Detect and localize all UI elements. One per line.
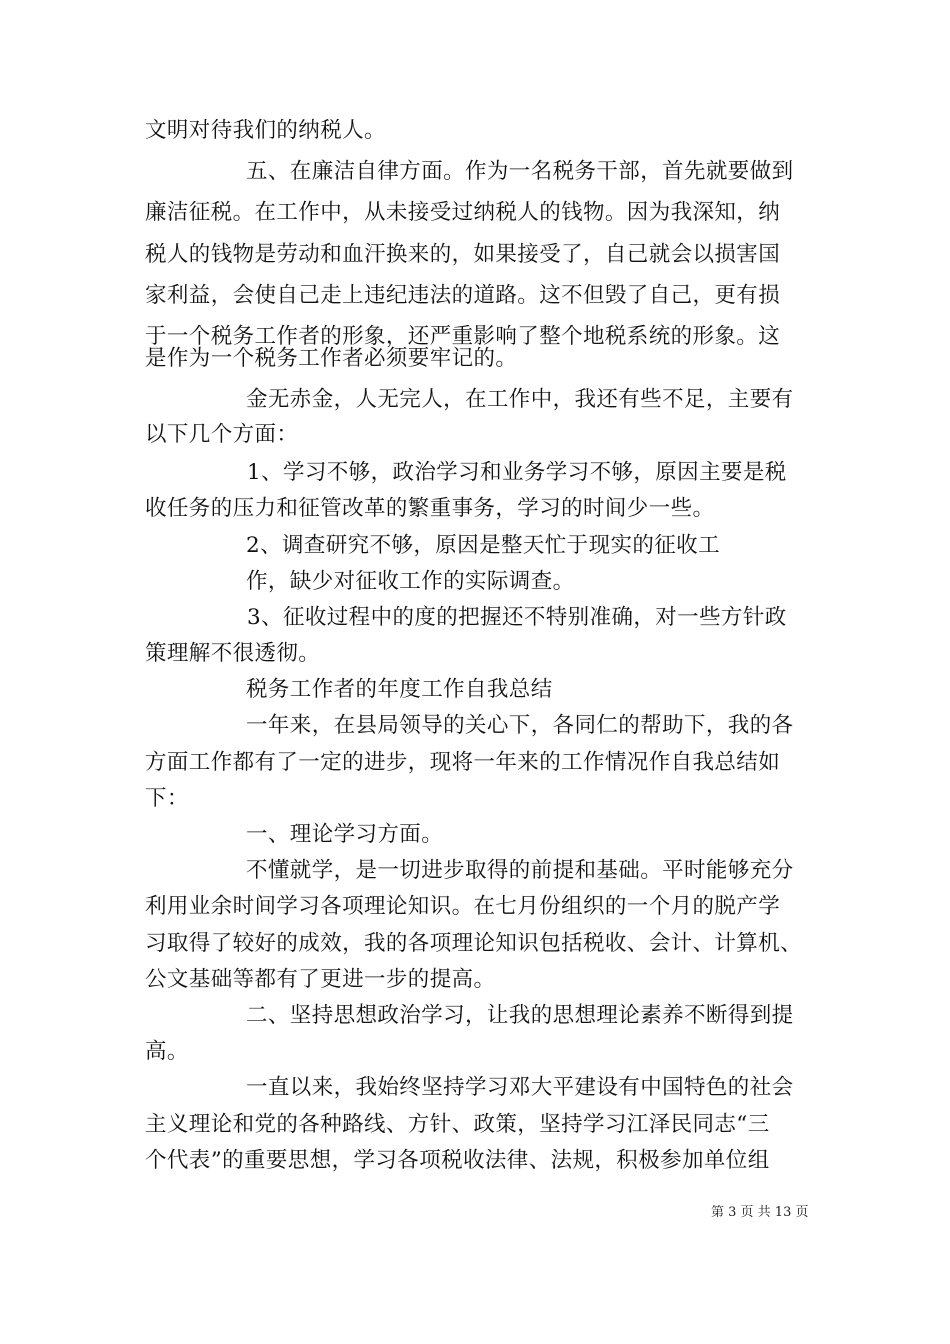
body-line: 作，缺少对征收工作的实际调查。	[246, 569, 575, 594]
paragraph-political: 一直以来，我始终坚持学习邓大平建设有中国特色的社会	[246, 1075, 794, 1100]
body-line: 下：	[145, 786, 189, 811]
section-heading-theory: 一、理论学习方面。	[246, 822, 444, 847]
body-line: 于一个税务工作者的形象，还严重影响了整个地税系统的形象。这	[145, 324, 781, 349]
body-line: 习取得了较好的成效，我的各项理论知识包括税收、会计、计算机、	[145, 931, 803, 956]
body-line: 主义理论和党的各种路线、方针、政策，坚持学习江泽民同志“三	[145, 1112, 770, 1137]
body-line: 方面工作都有了一定的进步，现将一年来的工作情况作自我总结如	[145, 750, 781, 775]
body-line: 以下几个方面：	[145, 422, 299, 447]
body-line: 利用业余时间学习各项理论知识。在七月份组织的一个月的脱产学	[145, 894, 781, 919]
list-item-1: 1、学习不够，政治学习和业务学习不够，原因主要是税	[247, 460, 787, 485]
page-number: 第 3 页 共 13 页	[711, 1205, 809, 1220]
paragraph-shortcomings: 金无赤金，人无完人，在工作中，我还有些不足，主要有	[246, 387, 794, 412]
paragraph-theory: 不懂就学，是一切进步取得的前提和基础。平时能够充分	[246, 858, 794, 883]
body-line: 公文基础等都有了更进一步的提高。	[145, 967, 496, 992]
body-line: 策理解不很透彻。	[145, 641, 321, 666]
body-line: 是作为一个税务工作者必须要牢记的。	[145, 346, 518, 371]
body-line: 家利益，会使自己走上违纪违法的道路。这不但毁了自己，更有损	[145, 283, 781, 308]
list-item-3: 3、征收过程中的度的把握还不特别准确，对一些方针政	[247, 605, 787, 630]
body-line: 文明对待我们的纳税人。	[145, 118, 386, 143]
section-title: 税务工作者的年度工作自我总结	[246, 677, 553, 702]
section-heading-integrity: 五、在廉洁自律方面。作为一名税务干部，首先就要做到	[246, 159, 794, 184]
body-line: 税人的钱物是劳动和血汗换来的，如果接受了，自己就会以损害国	[145, 242, 781, 267]
body-line: 高。	[145, 1039, 189, 1064]
body-line: 个代表”的重要思想，学习各项税收法律、法规，积极参加单位组	[145, 1148, 770, 1173]
section-heading-political: 二、坚持思想政治学习，让我的思想理论素养不断得到提	[246, 1003, 794, 1028]
list-item-2: 2、调查研究不够，原因是整天忙于现实的征收工	[246, 533, 720, 558]
paragraph-intro: 一年来，在县局领导的关心下，各同仁的帮助下，我的各	[246, 713, 794, 738]
body-line: 收任务的压力和征管改革的繁重事务，学习的时间少一些。	[145, 496, 715, 521]
body-line: 廉洁征税。在工作中，从未接受过纳税人的钱物。因为我深知，纳	[145, 200, 781, 225]
